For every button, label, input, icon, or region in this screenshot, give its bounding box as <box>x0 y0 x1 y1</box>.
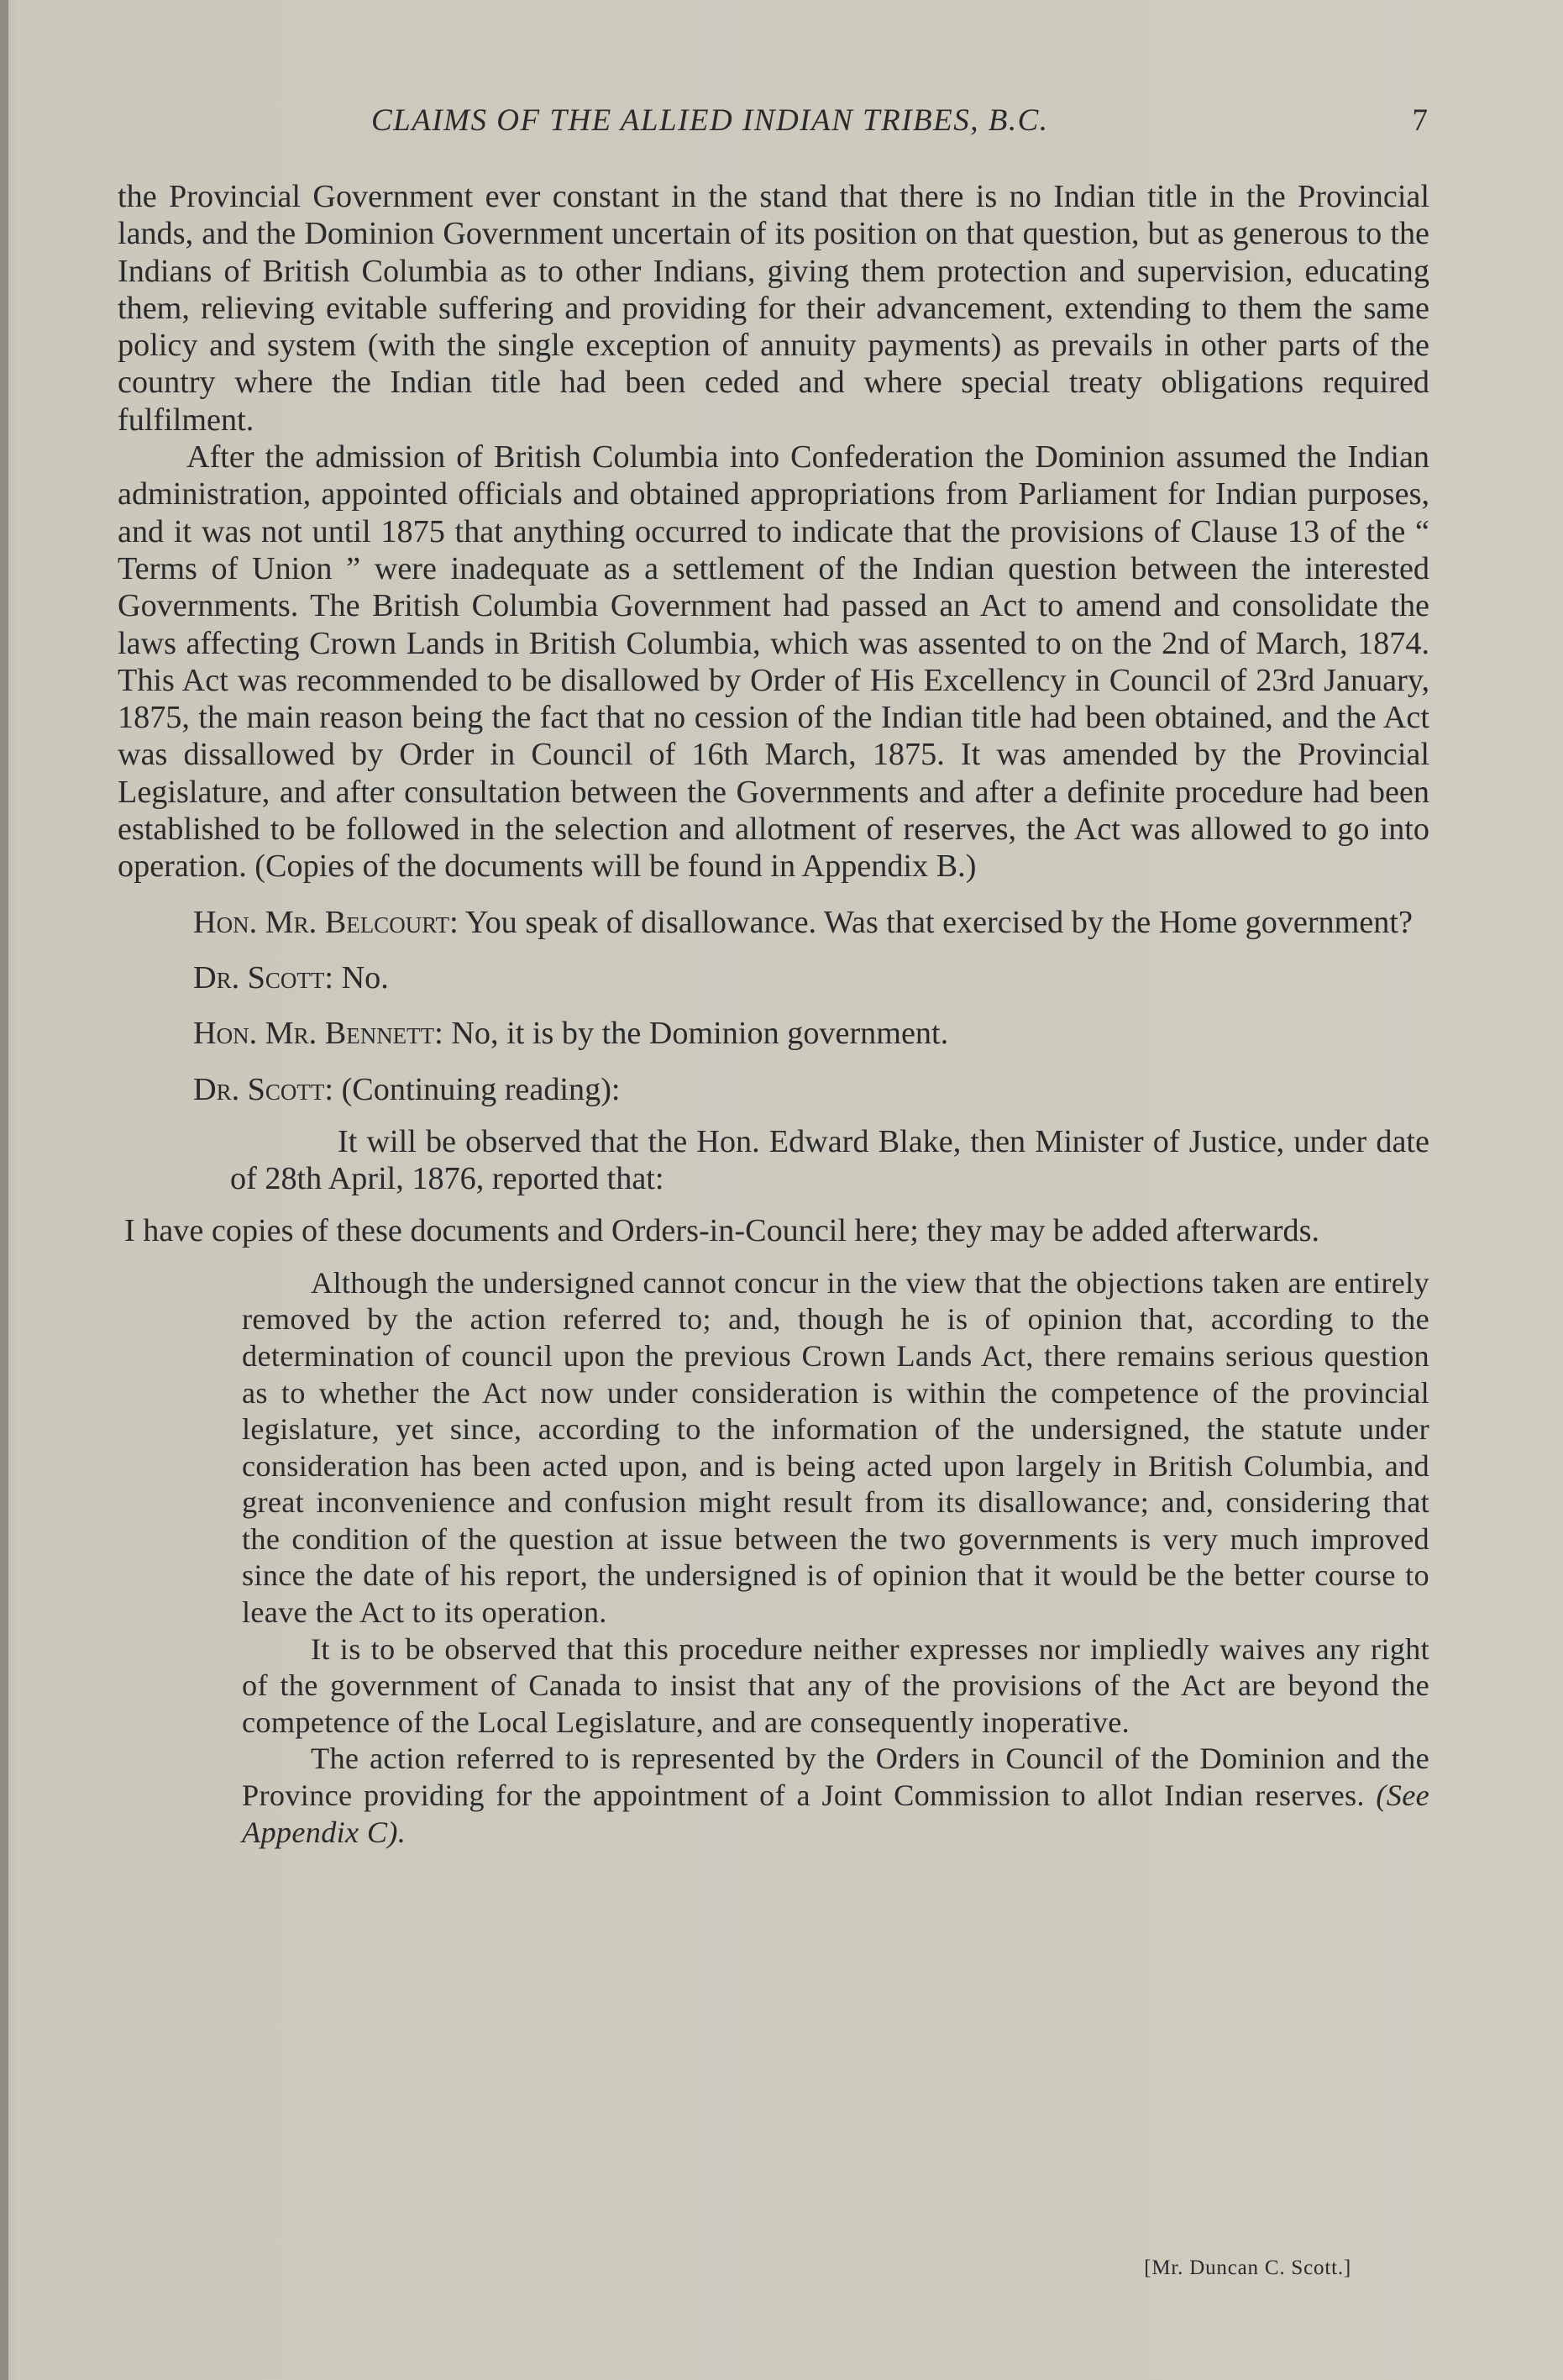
speech-scott-2-text: (Continuing reading): <box>341 1071 621 1107</box>
speaker-signature: [Mr. Duncan C. Scott.] <box>1144 2257 1351 2279</box>
speech-bennett <box>118 1015 1429 1052</box>
appendix-reference: (See Appendix C). <box>242 1778 1430 1849</box>
speech-belcourt <box>118 904 1429 941</box>
speech-scott-2 <box>118 1071 1429 1108</box>
speech-belcourt-text: You speak of disallowance. Was that exercised by the Home government? <box>464 904 1413 940</box>
speech-scott-1-text: No. <box>341 959 389 996</box>
page-number: 7 <box>1412 103 1428 138</box>
quoted-paragraph-2: It is to be observed that this procedure neither expresses nor impliedly waives any right of the government of Canada to insist that any of the provisions of the Act are beyond the competence of the Local Legislature, and are consequently inoperative. <box>242 1631 1429 1739</box>
running-title: CLAIMS OF THE ALLIED INDIAN TRIBES, B.C. <box>371 103 1049 138</box>
speech-bennett-text: No, it is by the Dominion government. <box>451 1016 949 1052</box>
quoted-paragraph-3 <box>242 1741 1429 1851</box>
speaker-belcourt: Hon. Mr. Belcourt: <box>193 904 459 940</box>
speech-scott-1 <box>118 959 1429 996</box>
quoted-paragraph-1: Although the undersigned cannot concur in the view that the objections taken are entirely removed by the action referred to; and, though he is of opinion that, according to the determination of council upon the previous Crown Lands Act, there remains serious question as to whether the Act now under consideration is within the competence of the provincial legislature, yet since, according to the information of the undersigned, the statute under consideration has been acted upon, and is being acted upon largely in British Columbia, and great inconvenience and confusion might result from its disallowance; and, considering that the condition of the question at issue between the two governments is very much improved since the date of his report, the undersigned is of opinion that it would be the better course to leave the Act to its operation. <box>242 1265 1429 1630</box>
speaker-bennett: Hon. Mr. Bennett: <box>193 1016 443 1052</box>
quoted-paragraph-3-text: The action referred to is represented by the Orders in Council of the Dominion and the Province providing for the appointment of a Joint Commission to allot Indian reserves. <box>242 1742 1429 1813</box>
body-text <box>118 178 1429 1851</box>
aside-remark: I have copies of these documents and Orders-in-Council here; they may be added afterwards. <box>124 1213 1320 1249</box>
speaker-scott-2: Dr. Scott: <box>193 1071 334 1107</box>
quote-intro: It will be observed that the Hon. Edward Blake, then Minister of Justice, under date of 28th April, 1876, reported that: <box>230 1123 1429 1197</box>
speaker-scott-1: Dr. Scott: <box>193 959 334 996</box>
page-header <box>123 102 1428 144</box>
binding-edge <box>0 0 8 2380</box>
paragraph-2: After the admission of British Columbia into Confederation the Dominion assumed the Indian administration, appointed officials and obtained appropriations from Parliament for Indian purposes, and it was not until 1875 that anything occurred to indicate that the provisions of Clause 13 of the “ Terms of Union ” were inadequate as a settlement of the Indian question between the interested Governments. The British Columbia Government had passed an Act to amend and consolidate the laws affecting Crown Lands in British Columbia, which was assented to on the 2nd of March, 1874. This Act was recommended to be disallowed by Order of His Excellency in Council of 23rd January, 1875, the main reason being the fact that no cession of the Indian title had been obtained, and the Act was dissallowed by Order in Council of 16th March, 1875. It was amended by the Provincial Legislature, and after consultation between the Governments and after a definite procedure had been established to be followed in the selection and allotment of reserves, the Act was allowed to go into operation. (Copies of the documents will be found in Appendix B.) <box>118 439 1429 885</box>
paragraph-1: the Provincial Government ever constant in the stand that there is no Indian title in the Provincial lands, and the Dominion Government uncertain of its position on that question, but as generous to the Indians of British Columbia as to other Indians, giving them protection and supervision, educating them, relieving evitable suffering and providing for their advancement, extending to them the same policy and system (with the single exception of annuity payments) as prevails in other parts of the country where the Indian title had been ceded and where special treaty obligations required fulfilment. <box>118 179 1429 438</box>
